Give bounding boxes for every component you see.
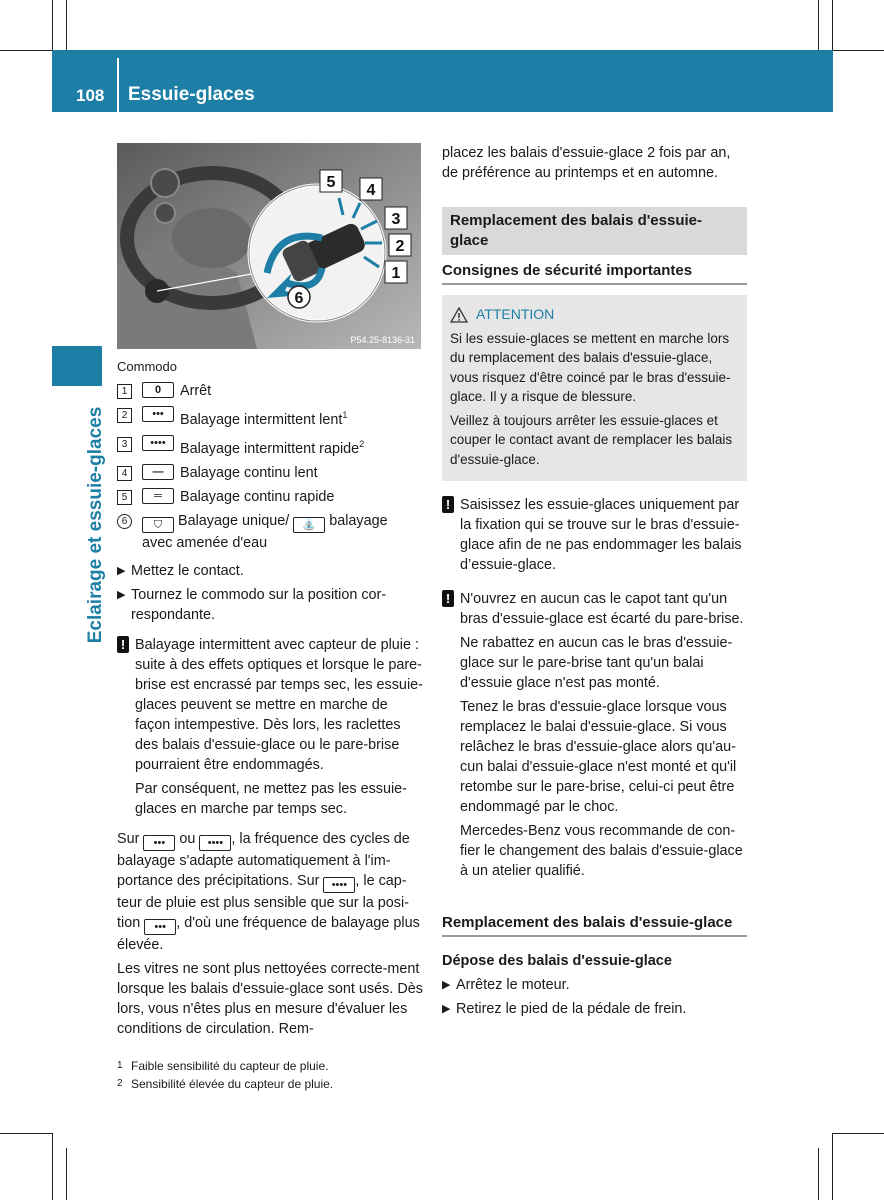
exclamation-icon: ! [442, 590, 454, 607]
right-column [442, 143, 747, 1023]
list-item [442, 999, 747, 1019]
list-item-text: Arrêtez le moteur. [456, 977, 570, 993]
list-item [117, 585, 423, 625]
body-text: , la fréquence des cycles de balayage s'adapte automatiquement à l'im-portance des précipitations. Sur [117, 830, 410, 889]
side-tab-marker [52, 346, 102, 386]
note-text: Ne rabattez en aucun cas le bras d'essuie-glace sur le pare-brise tant qu'un balai d'essuie glace n'est pas monté. [460, 635, 733, 691]
legend-number: 3 [117, 437, 132, 452]
crop-mark [818, 1148, 819, 1200]
crop-mark [832, 0, 833, 50]
bullet-arrow-icon: ▶ [442, 1003, 451, 1015]
body-text: ou [179, 830, 196, 847]
crop-mark [832, 1133, 884, 1134]
body-text: Sur [117, 830, 140, 847]
crop-mark [832, 1133, 833, 1200]
footnote [117, 1057, 437, 1075]
legend-text: Arrêt [180, 383, 212, 399]
footnote [117, 1075, 437, 1093]
legend-item [117, 405, 423, 430]
callout-6: 6 [294, 290, 304, 307]
list-item-text: Retirez le pied de la pédale de frein. [456, 1001, 687, 1017]
body-paragraph [117, 829, 423, 955]
list-item [442, 975, 747, 995]
callout-3: 3 [391, 211, 401, 228]
key-symbol-interval-fast: •••• [142, 435, 174, 451]
legend-item [117, 434, 423, 459]
note-block [442, 495, 747, 579]
bullet-arrow-icon: ▶ [117, 588, 126, 601]
note-text: Par conséquent, ne mettez pas les essuie-glaces en marche par temps sec. [135, 780, 407, 817]
crop-mark [66, 1148, 67, 1200]
legend-text: Balayage unique/ [178, 512, 290, 529]
washer-icon: ⛲ [293, 517, 325, 533]
key-symbol-interval-fast: •••• [323, 877, 355, 893]
exclamation-icon: ! [117, 636, 129, 653]
body-text: , d'où une fréquence de balayage plus élevée. [117, 914, 420, 953]
bullet-arrow-icon: ▶ [117, 564, 126, 577]
page-number: 108 [76, 86, 105, 105]
legend-item [117, 463, 423, 483]
legend-number: 4 [117, 466, 132, 481]
wiper-stalk-photo [117, 143, 421, 349]
left-column [117, 355, 423, 1043]
legend-text: Balayage continu lent [180, 464, 318, 481]
side-tab-label: Eclairage et essuie-glaces [85, 406, 106, 644]
legend-number: 5 [117, 490, 132, 505]
footnote-text: Faible sensibilité du capteur de pluie. [131, 1059, 329, 1073]
legend-text: Balayage intermittent lent [180, 411, 343, 428]
callout-1: 1 [391, 265, 401, 282]
body-paragraph: placez les balais d'essuie-glace 2 fois par an, de préférence au printemps et en automne. [442, 145, 731, 181]
key-symbol-continuous-fast: ═ [142, 488, 174, 504]
legend-text: Balayage intermittent rapide [180, 440, 360, 457]
crop-mark [0, 1133, 52, 1134]
key-symbol-interval-slow: ••• [143, 835, 175, 851]
legend-item [117, 381, 423, 401]
legend-text-wrap [142, 511, 388, 553]
key-symbol-interval-slow: ••• [144, 919, 176, 935]
legend-number: 1 [117, 384, 132, 399]
key-symbol-interval-slow: ••• [142, 406, 174, 422]
callout-4: 4 [366, 182, 376, 199]
crop-mark [0, 50, 52, 51]
attention-title [450, 305, 739, 325]
list-item-text: Tournez le commodo sur la position cor-respondante. [131, 586, 387, 623]
header-separator [117, 58, 119, 112]
legend-number: 2 [117, 408, 132, 423]
legend-text: balayage [329, 512, 388, 529]
body-text: , le cap-teur de pluie est plus sensible que sur la posi-tion [117, 872, 409, 931]
key-symbol-continuous-slow: — [142, 464, 174, 480]
figure-code: P54.25-8136-31 [350, 335, 415, 345]
note-block [117, 635, 423, 823]
attention-text: Si les essuie-glaces se mettent en marche lors du remplacement des balais d'essuie-glace, vous risquez d'être coincé par le bras d'essuie-glace. Il y a risque de blessure. [450, 330, 731, 404]
note-text: N'ouvrez en aucun cas le capot tant qu'un bras d'essuie-glace est écarté du pare-brise. [460, 591, 744, 627]
crop-mark [66, 0, 67, 50]
note-text: Mercedes-Benz vous recommande de con-fier le changement des balais d'essuie-glace à un atelier qualifié. [460, 823, 743, 879]
note-text: Saisissez les essuie-glaces uniquement par la fixation qui se trouve sur le bras d'essuie-glace afin de ne pas endommager les balais d’essuie-glace. [460, 497, 742, 573]
section-heading: Remplacement des balais d'essuie-glace [442, 913, 747, 937]
section-heading: Remplacement des balais d'essuie-glace [442, 207, 747, 255]
legend-text: Balayage continu rapide [180, 488, 335, 505]
callout-2: 2 [395, 238, 405, 255]
key-symbol-single-wipe: ⛉ [142, 517, 174, 533]
key-symbol-off: 0 [142, 382, 174, 398]
callout-5: 5 [326, 174, 336, 191]
exclamation-icon: ! [442, 496, 454, 513]
list-item-text: Mettez le contact. [131, 562, 244, 579]
bullet-arrow-icon: ▶ [442, 979, 451, 991]
attention-box [442, 295, 747, 481]
footnote-text: Sensibilité élevée du capteur de pluie. [131, 1077, 334, 1091]
note-text: Tenez le bras d'essuie-glace lorsque vous remplacez le balai d'essuie-glace. Si vous relâchez le bras d'essuie-glace alors qu'au-cun balai d'essuie-glace n'est monté et qu'il retombe sur le pare-brise, celui-ci peut être endommagé par le choc. [460, 699, 737, 815]
legend-text-wrap [180, 405, 347, 430]
subsection-heading: Consignes de sécurité importantes [442, 261, 747, 285]
legend-text-wrap [180, 434, 364, 459]
figure-caption: Commodo [117, 359, 177, 374]
note-block [442, 589, 747, 885]
page-title: Essuie-glaces [128, 84, 255, 105]
crop-mark [52, 0, 53, 50]
key-symbol-interval-fast: •••• [199, 835, 231, 851]
footnote-ref: 2 [359, 438, 365, 449]
body-paragraph: Les vitres ne sont plus nettoyées correcte-ment lorsque les balais d'essuie-glace sont usés. Dès lors, vous n'êtes plus en mesure d'évaluer les conditions de circulation. Rem- [117, 960, 423, 1037]
footnotes [117, 1057, 437, 1093]
legend-number: 6 [117, 514, 132, 529]
attention-text: Veillez à toujours arrêter les essuie-glaces et couper le contact avant de remplacer les balais d'essuie-glace. [450, 412, 733, 467]
crop-mark [52, 1133, 53, 1200]
warning-triangle-icon [450, 307, 468, 323]
legend-item [117, 511, 423, 553]
footnote-number: 1 [117, 1060, 123, 1071]
footnote-number: 2 [117, 1078, 123, 1089]
list-item [117, 561, 423, 581]
crop-mark [818, 0, 819, 50]
subsection-heading: Dépose des balais d'essuie-glace [442, 953, 672, 969]
attention-label: ATTENTION [476, 306, 555, 322]
legend-item [117, 487, 423, 507]
crop-mark [833, 50, 884, 51]
note-text: Balayage intermittent avec capteur de pluie : suite à des effets optiques et lorsque le pare-brise est encrassé par temps sec, les essuie-glaces peuvent se mettre en marche de façon intempestive. Dès lors, les raclettes des balais d'essuie-glace ou le pare-brise pourraient être endommagés. [135, 636, 423, 773]
footnote-ref: 1 [342, 410, 348, 420]
legend-text: avec amenée d'eau [142, 534, 268, 551]
